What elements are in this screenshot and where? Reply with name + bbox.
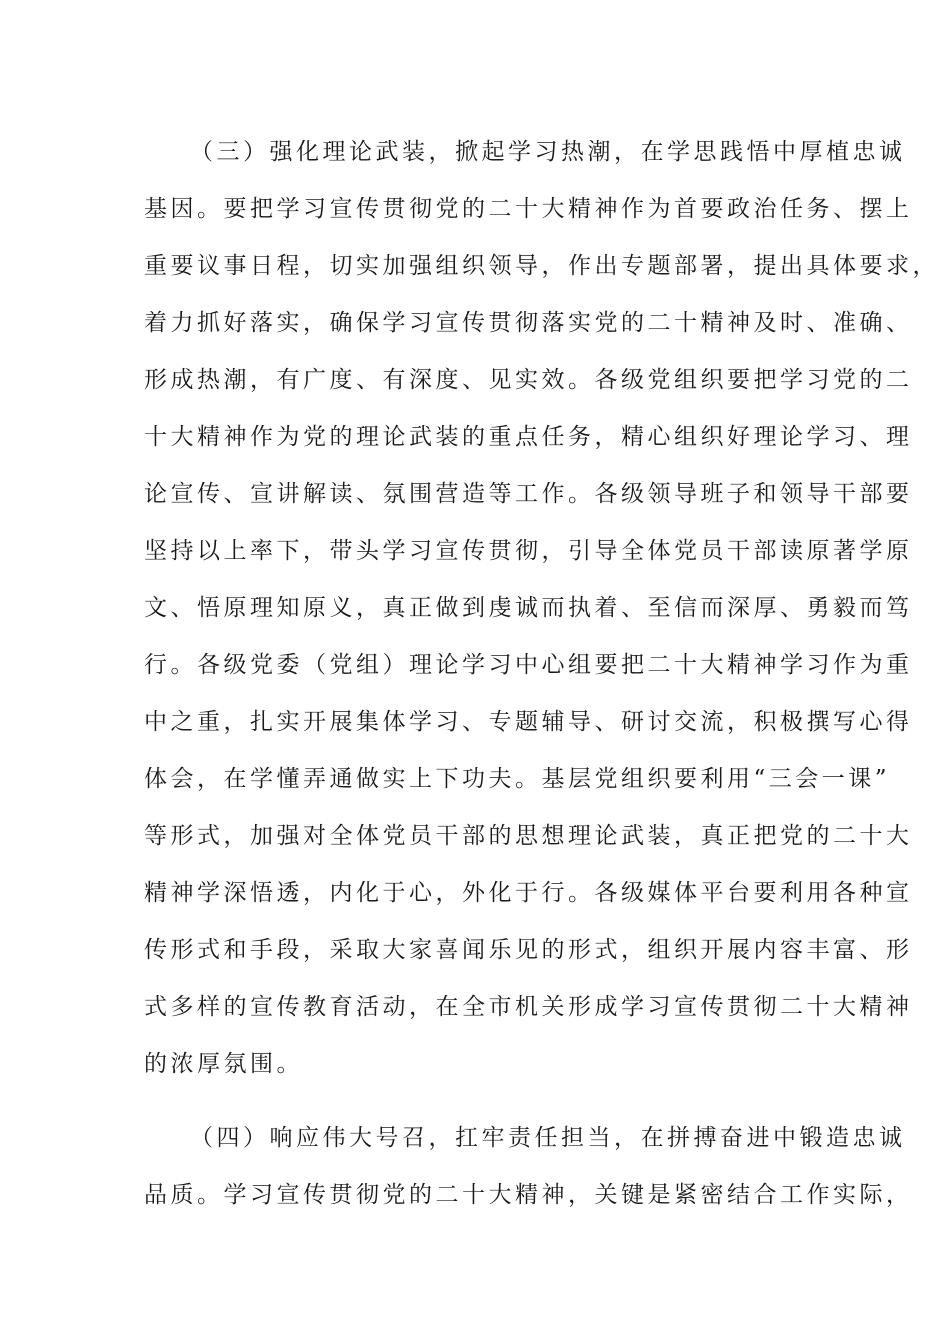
paragraph-first-line xyxy=(0,1118,950,1158)
text-line: 中之重，扎实开展集体学习、专题辅导、研讨交流，积极撰写心得 xyxy=(144,709,913,735)
text-line: 体会，在学懂弄通做实上下功夫。基层党组织要利用“三会一课” xyxy=(144,766,891,792)
text-line: 等形式，加强对全体党员干部的思想理论武装，真正把党的二十大 xyxy=(144,823,913,849)
paragraph-line xyxy=(0,873,950,913)
paragraph-line xyxy=(0,1175,950,1215)
paragraph-line xyxy=(0,474,950,514)
paragraph-first-line xyxy=(0,132,950,172)
text-line: 的浓厚氛围。 xyxy=(144,1051,303,1077)
text-line: 论宣传、宣讲解读、氛围营造等工作。各级领导班子和领导干部要 xyxy=(144,481,913,507)
paragraph-line xyxy=(0,246,950,286)
text-line: 着力抓好落实，确保学习宣传贯彻落实党的二十精神及时、准确、 xyxy=(144,310,913,336)
text-line: 品质。学习宣传贯彻党的二十大精神，关键是紧密结合工作实际， xyxy=(144,1182,913,1208)
text-line: 文、悟原理知原义，真正做到虔诚而执着、至信而深厚、勇毅而笃 xyxy=(144,595,913,621)
text-line: 传形式和手段，采取大家喜闻乐见的形式，组织开展内容丰富、形 xyxy=(144,937,913,963)
paragraph-line xyxy=(0,1044,950,1084)
text-line: 行。各级党委（党组）理论学习中心组要把二十大精神学习作为重 xyxy=(144,652,913,678)
text-line: （三）强化理论武装，掀起学习热潮，在学思践悟中厚植忠诚 xyxy=(190,139,906,165)
text-line: 精神学深悟透，内化于心，外化于行。各级媒体平台要利用各种宣 xyxy=(144,880,913,906)
paragraph-line xyxy=(0,531,950,571)
paragraph-line xyxy=(0,189,950,229)
paragraph-line xyxy=(0,645,950,685)
text-line: 形成热潮，有广度、有深度、见实效。各级党组织要把学习党的二 xyxy=(144,367,913,393)
paragraph-line xyxy=(0,588,950,628)
paragraph-line xyxy=(0,759,950,799)
paragraph-line xyxy=(0,987,950,1027)
paragraph-line xyxy=(0,930,950,970)
text-line: 重要议事日程，切实加强组织领导，作出专题部署，提出具体要求， xyxy=(144,253,939,279)
paragraph-line xyxy=(0,360,950,400)
paragraph-line xyxy=(0,303,950,343)
text-line: 基因。要把学习宣传贯彻党的二十大精神作为首要政治任务、摆上 xyxy=(144,196,913,222)
text-line: 式多样的宣传教育活动，在全市机关形成学习宣传贯彻二十大精神 xyxy=(144,994,913,1020)
text-line: 坚持以上率下，带头学习宣传贯彻，引导全体党员干部读原著学原 xyxy=(144,538,913,564)
paragraph-line xyxy=(0,816,950,856)
text-line: （四）响应伟大号召，扛牢责任担当，在拼搏奋进中锻造忠诚 xyxy=(190,1125,906,1151)
paragraph-line xyxy=(0,417,950,457)
text-line: 十大精神作为党的理论武装的重点任务，精心组织好理论学习、理 xyxy=(144,424,913,450)
paragraph-line xyxy=(0,702,950,742)
